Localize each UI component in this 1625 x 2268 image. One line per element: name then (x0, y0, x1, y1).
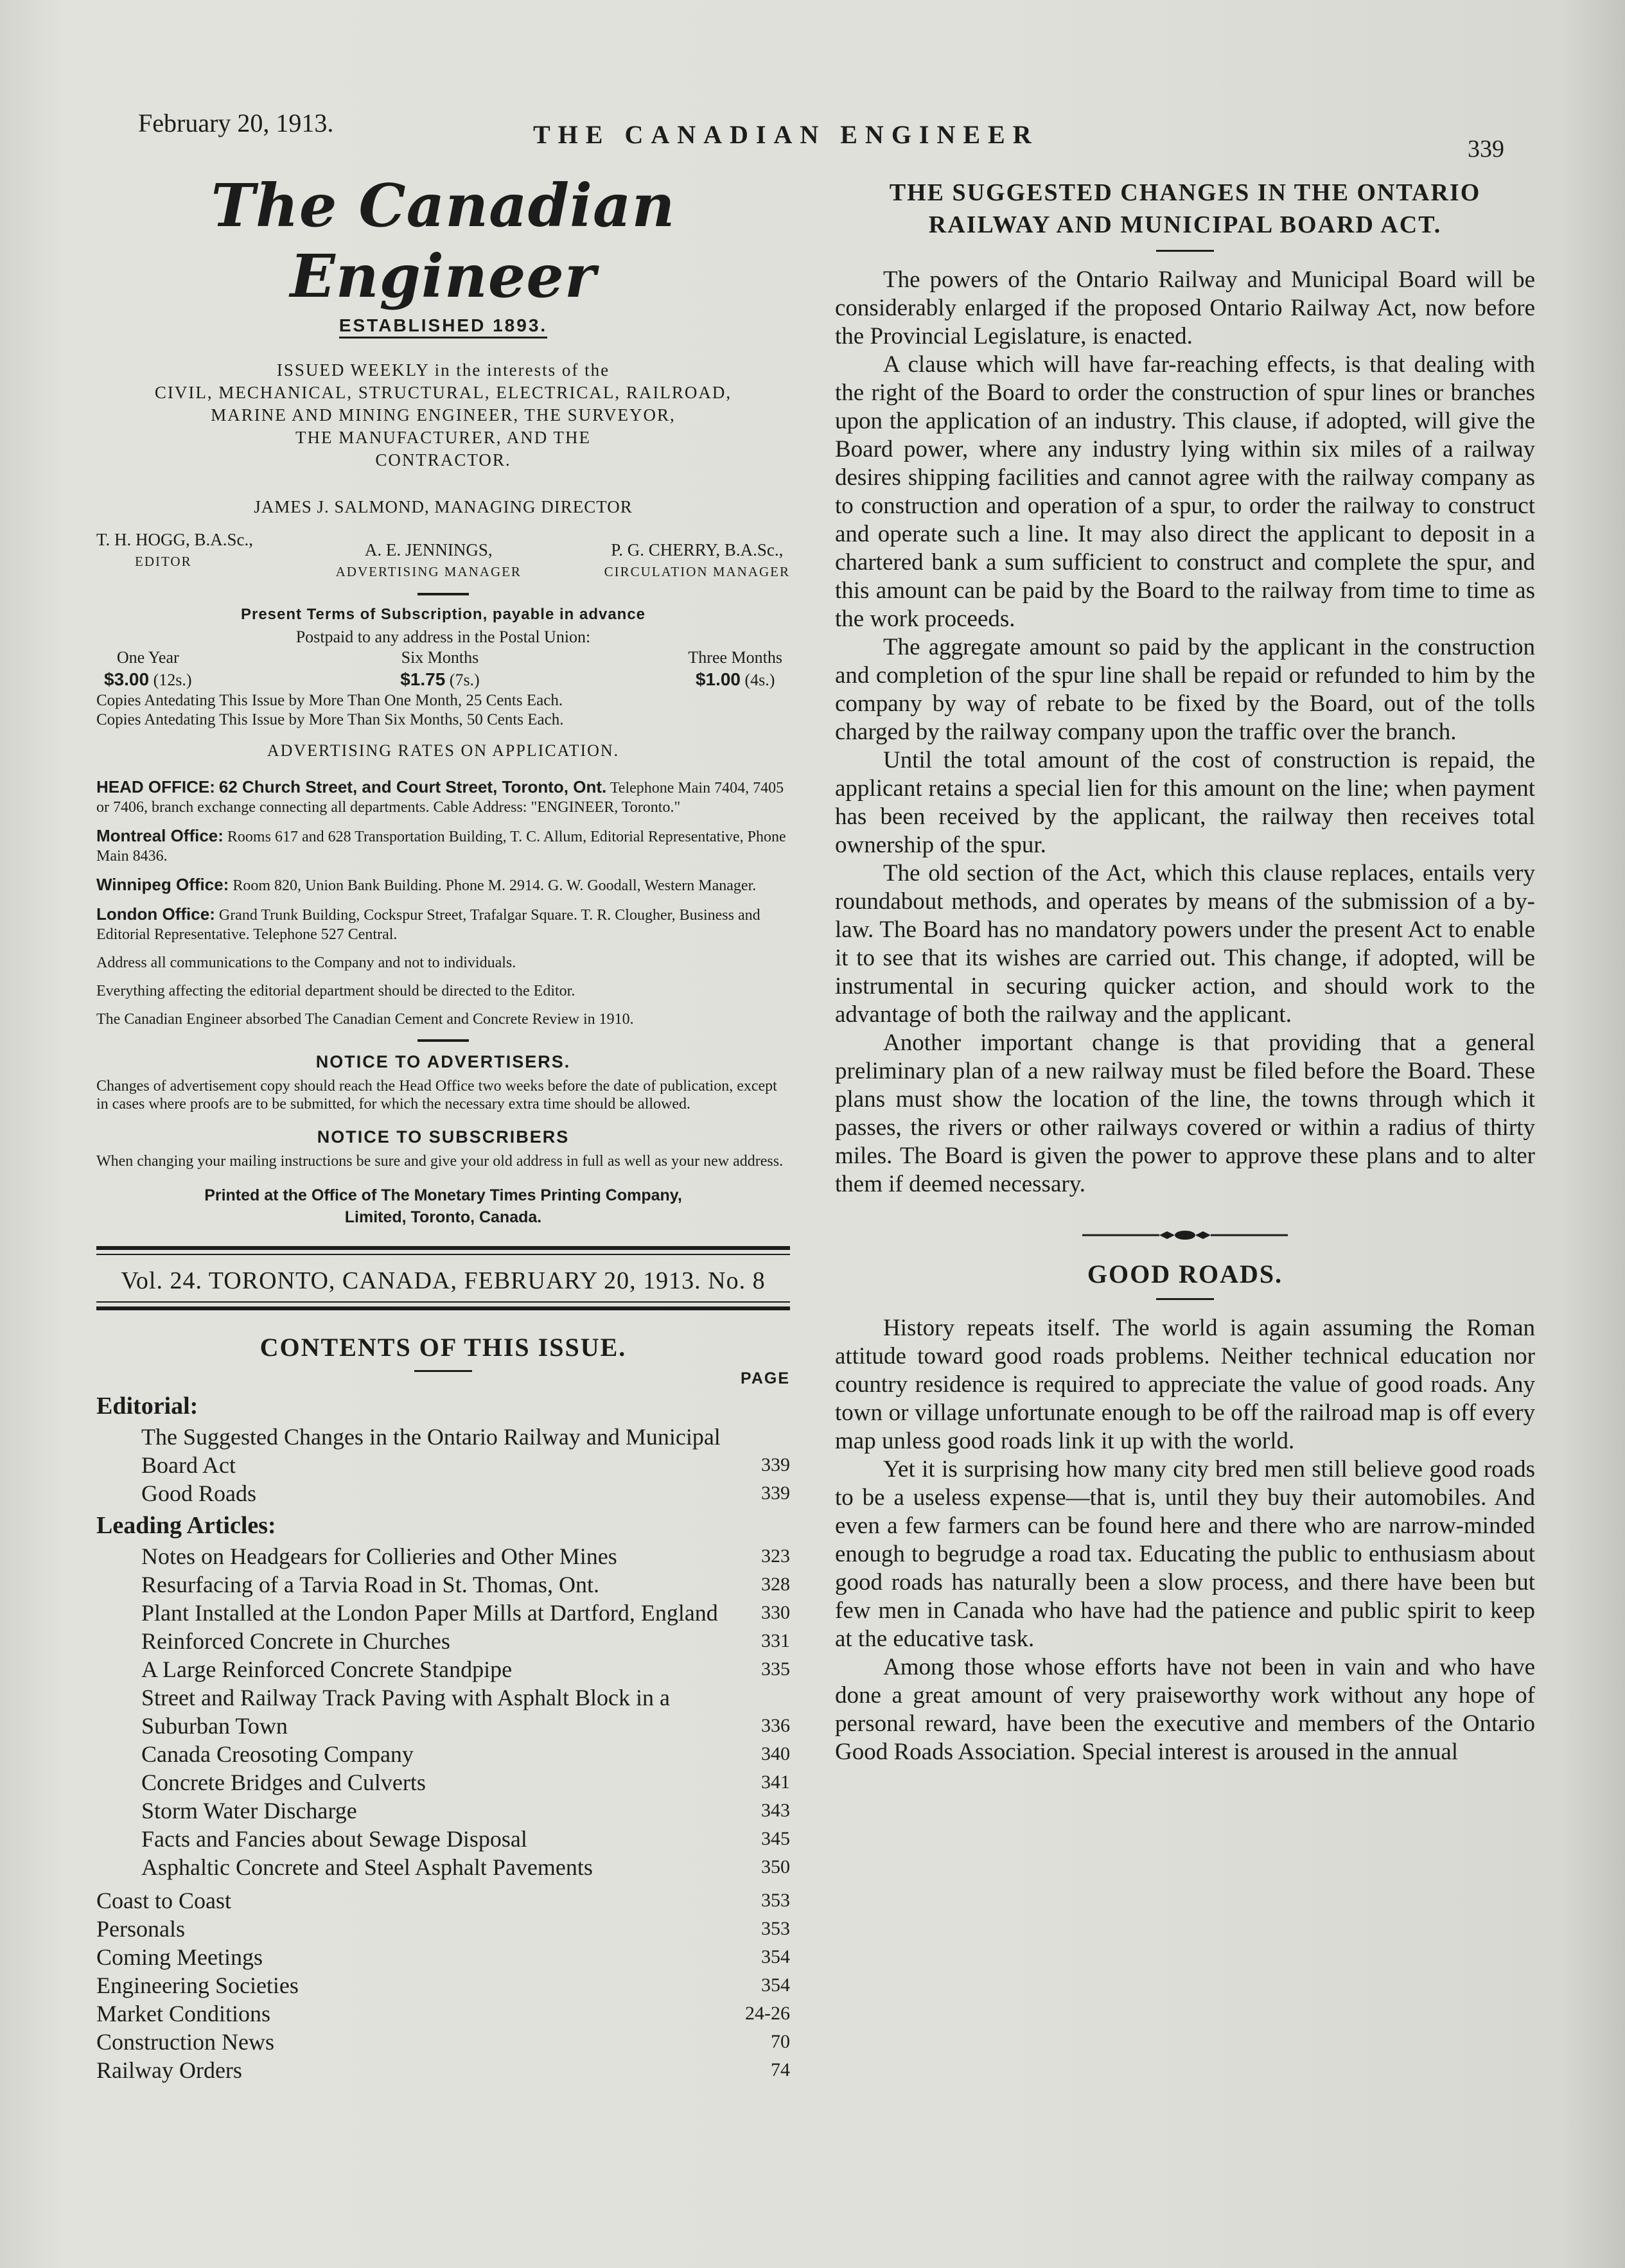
paragraph: The aggregate amount so paid by the applicant in the construction and completion of the spur line shall be repaid or refunded to him by the company by way of rebate to be fixed by the Board, out of the tolls charged by the railway company upon the traffic over the branch. (835, 634, 1535, 745)
volume-line: Vol. 24. TORONTO, CANADA, FEBRUARY 20, 1913. No. 8 (121, 1267, 766, 1294)
paragraph: Until the total amount of the cost of construction is repaid, the applicant retains a special lien for this amount on the line; when payment has been received by the applicant, the railway then receives total ownership of the spur. (835, 747, 1535, 858)
page-number: 339 (1468, 136, 1504, 163)
page-column-heading: PAGE (741, 1369, 790, 1387)
toc-entry[interactable]: Coast to Coast 353 (96, 1888, 790, 1913)
subscription-heading: Present Terms of Subscription, payable in advance (240, 606, 646, 623)
staff-advertising: A. E. JENNINGS, ADVERTISING MANAGER (335, 540, 522, 579)
toc-entry[interactable]: Good Roads 339 (141, 1481, 790, 1506)
issued-statement: ISSUED WEEKLY in the interests of the CIVIL, MECHANICAL, STRUCTURAL, ELECTRICAL, RAILROAD, MARINE AND MINING ENGINEER, THE SURVEYOR, THE MANUFACTURER, AND THE CONTRACTOR. (154, 360, 732, 470)
masthead-title: The Canadian Engineer (211, 171, 676, 311)
paragraph: The powers of the Ontario Railway and Municipal Board will be considerably enlarged if the proposed Ontario Railway Act, now before the Provincial Legislature, is enacted. (835, 267, 1535, 349)
term-three-months: Three Months $1.00 (4s.) (688, 648, 782, 689)
right-column (835, 177, 1535, 1766)
montreal-office: Montreal Office: Rooms 617 and 628 Transportation Building, T. C. Allum, Editorial Representative, Phone Main 8436. (96, 826, 786, 865)
staff-list (96, 529, 790, 583)
divider (1156, 1298, 1214, 1300)
notice-subscribers-text: When changing your mailing instructions be sure and give your old address in full as well as your new address. (96, 1153, 784, 1170)
toc-entry[interactable]: Concrete Bridges and Culverts 341 (141, 1770, 790, 1795)
absorbed-note: The Canadian Engineer absorbed The Canadian Cement and Concrete Review in 1910. (96, 1011, 634, 1028)
term-one-year: One Year $3.00 (12s.) (104, 648, 192, 689)
rule-top (96, 1246, 790, 1255)
divider (1156, 250, 1214, 252)
ornamental-divider (835, 1226, 1535, 1245)
toc-entry[interactable]: Coming Meetings 354 (96, 1944, 790, 1970)
toc-entry[interactable]: Reinforced Concrete in Churches 331 (141, 1628, 790, 1654)
article-body-railway-board (835, 266, 1535, 1199)
toc-entry[interactable]: Canada Creosoting Company 340 (141, 1741, 790, 1767)
paragraph: The old section of the Act, which this clause replaces, entails very roundabout methods, and operates by means of the submission of a by-law. The Board has no mandatory powers under the present Act to enable it to see that its wishes are carried out. This change, if adopted, will be instrumental in securing quicker action, and should work to the advantage of both the railway and the applicant. (835, 860, 1535, 1028)
editorial-note: Everything affecting the editorial department should be directed to the Editor. (96, 983, 575, 999)
issue-date: February 20, 1913. (138, 109, 334, 137)
paragraph: A clause which will have far-reaching effects, is that dealing with the right of the Board to order the construction of spur lines or branches upon the application of an industry. This clause, if adopted, will give the Board power, where any industry lying within six miles of a railway desires shipping facilities and cannot agree with the railway company as to construction and operation of a spur, to order the railway to construct and operate such a line. It may also direct the applicant to deposit in a chartered bank a sum sufficient to construct and complete the spur, and this amount can be paid by the Board to the railway from time to time as the work proceeds. (835, 351, 1535, 632)
paragraph: Yet it is surprising how many city bred men still believe good roads to be a useless expense—that is, until they buy their automobiles. And even a few farmers can be found here and there who are narrow-minded enough to begrudge a road tax. Educating the public to enthusiasm about good roads has naturally been a slow process, and there have been but few men in Canada who have had the patience and public spirit to keep at the educative task. (835, 1456, 1535, 1652)
article-title-railway-board: THE SUGGESTED CHANGES IN THE ONTARIO RAILWAY AND MUNICIPAL BOARD ACT. (889, 179, 1481, 238)
paragraph: Among those whose efforts have not been in vain and who have done a great amount of very praiseworthy work without any hope of personal reward, have been the executive and members of the Ontario Good Roads Association. Special interest is aroused in the annual (835, 1654, 1535, 1765)
toc-entry[interactable]: Street and Railway Track Paving with Asphalt Block in a Suburban Town 336 (141, 1685, 790, 1739)
other-contents (96, 1886, 790, 2084)
address-note: Address all communications to the Company and not to individuals. (96, 954, 516, 971)
editorial-section-heading: Editorial: (96, 1393, 198, 1420)
divider (417, 593, 469, 595)
divider (417, 1039, 469, 1042)
leading-articles-heading: Leading Articles: (96, 1512, 276, 1539)
office-directory (96, 777, 790, 1029)
subscription-terms (96, 647, 790, 691)
postpaid-note: Postpaid to any address in the Postal Union: (295, 628, 591, 646)
toc-entry[interactable]: Storm Water Discharge 343 (141, 1798, 790, 1824)
toc-entry[interactable]: Personals 353 (96, 1916, 790, 1942)
term-six-months: Six Months $1.75 (7s.) (400, 648, 480, 689)
journal-running-title: THE CANADIAN ENGINEER (533, 120, 1039, 149)
paragraph: History repeats itself. The world is again assuming the Roman attitude toward good roads problems. Neither technical education nor country residence is required to appreciate the value of good roads. Any town or village unfortunate enough to be off the railroad map is off every map unless good roads link it up with the world. (835, 1315, 1535, 1454)
toc-entry[interactable]: Notes on Headgears for Collieries and Other Mines 323 (141, 1543, 790, 1569)
toc-entry[interactable]: Market Conditions 24-26 (96, 2001, 790, 2026)
toc-entry[interactable]: The Suggested Changes in the Ontario Railway and Municipal Board Act 339 (141, 1424, 790, 1478)
london-office: London Office: Grand Trunk Building, Cockspur Street, Trafalgar Square. T. R. Clougher, Business and Editorial Representative. Telephone 527 Central. (96, 904, 760, 943)
toc-entry[interactable]: Asphaltic Concrete and Steel Asphalt Pavements 350 (141, 1854, 790, 1880)
notice-advertisers-text: Changes of advertisement copy should reach the Head Office two weeks before the date of publication, except in cases where proofs are to be submitted, for which the necessary extra time should be allowed. (96, 1078, 777, 1112)
article-body-good-roads (835, 1314, 1535, 1766)
running-head (0, 103, 1625, 161)
advertising-rates: ADVERTISING RATES ON APPLICATION. (267, 741, 620, 760)
winnipeg-office: Winnipeg Office: Room 820, Union Bank Building. Phone M. 2914. G. W. Goodall, Western Manager. (96, 875, 757, 894)
staff-editor: T. H. HOGG, B.A.Sc., EDITOR (96, 530, 253, 569)
notice-subscribers-heading: NOTICE TO SUBSCRIBERS (317, 1127, 570, 1147)
article-title-good-roads: GOOD ROADS. (1087, 1260, 1283, 1288)
rule-bottom (96, 1301, 790, 1310)
toc-entry[interactable]: Engineering Societies 354 (96, 1973, 790, 1998)
ornament-icon (1082, 1226, 1288, 1245)
established-line: ESTABLISHED 1893. (96, 315, 790, 336)
paragraph: Another important change is that providing that a general preliminary plan of a new railway must be filed before the Board. These plans must show the location of the line, the towns through which it passes, the rivers or other railways covered or within a radius of thirty miles. The Board is given the power to approve these plans and to alter them if deemed necessary. (835, 1030, 1535, 1197)
toc-entry[interactable]: Railway Orders 74 (96, 2057, 790, 2083)
toc-entry[interactable]: A Large Reinforced Concrete Standpipe 335 (141, 1657, 790, 1682)
leading-articles-contents (96, 1542, 790, 1881)
editorial-contents (96, 1423, 790, 1508)
notice-advertisers-heading: NOTICE TO ADVERTISERS. (315, 1052, 571, 1071)
toc-entry[interactable]: Facts and Fancies about Sewage Disposal 345 (141, 1826, 790, 1852)
left-column (96, 170, 790, 2084)
contents-heading: CONTENTS OF THIS ISSUE. (259, 1333, 627, 1362)
printer-imprint: Printed at the Office of The Monetary Times Printing Company, Limited, Toronto, Canada. (204, 1186, 682, 1226)
staff-circulation: P. G. CHERRY, B.A.Sc., CIRCULATION MANAGER (604, 540, 790, 579)
head-office: HEAD OFFICE: 62 Church Street, and Court Street, Toronto, Ont. Telephone Main 7404, 7405 or 7406, branch exchange connecting all departments. Cable Address: "ENGINEER, Toronto." (96, 777, 784, 816)
managing-director: JAMES J. SALMOND, MANAGING DIRECTOR (254, 497, 633, 516)
back-copies-prices: Copies Antedating This Issue by More Than One Month, 25 Cents Each. Copies Antedating This Issue by More Than Six Months, 50 Cents Each. (96, 692, 564, 728)
toc-entry[interactable]: Plant Installed at the London Paper Mills at Dartford, England 330 (141, 1600, 790, 1626)
toc-entry[interactable]: Resurfacing of a Tarvia Road in St. Thomas, Ont. 328 (141, 1572, 790, 1597)
toc-entry[interactable]: Construction News 70 (96, 2029, 790, 2055)
